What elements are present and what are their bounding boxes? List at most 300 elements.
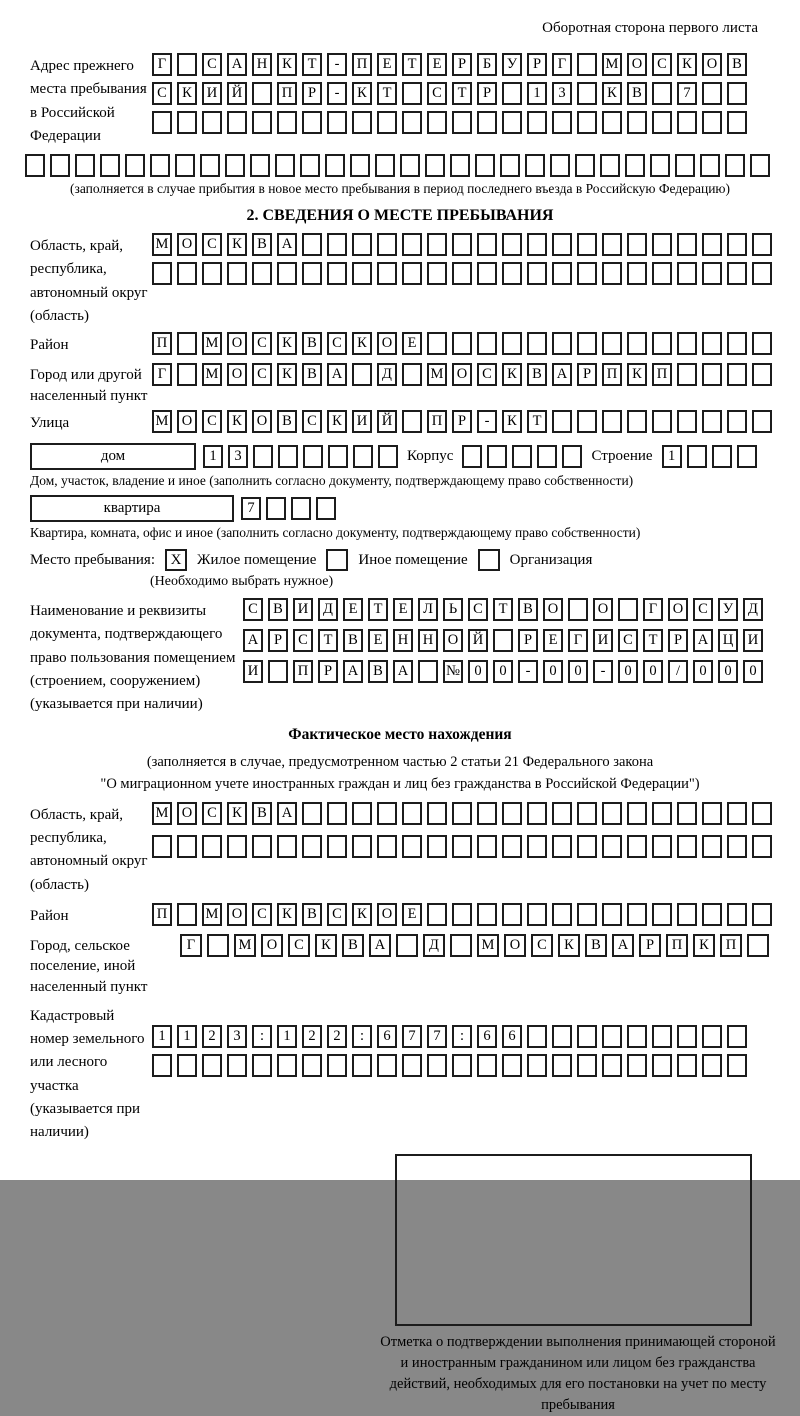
char-box[interactable] — [577, 53, 597, 76]
char-box[interactable] — [627, 903, 647, 926]
char-box[interactable] — [687, 445, 707, 468]
char-box[interactable]: Й — [468, 629, 488, 652]
char-box[interactable] — [452, 332, 472, 355]
char-box[interactable]: Д — [743, 598, 763, 621]
char-box[interactable] — [727, 262, 747, 285]
char-box[interactable]: С — [302, 410, 322, 433]
char-box[interactable]: В — [302, 903, 322, 926]
char-box[interactable] — [252, 82, 272, 105]
char-box[interactable]: У — [502, 53, 522, 76]
char-box[interactable]: М — [477, 934, 499, 957]
char-box[interactable]: С — [252, 332, 272, 355]
char-box[interactable] — [677, 1025, 697, 1048]
char-box[interactable] — [452, 835, 472, 858]
char-box[interactable] — [527, 332, 547, 355]
char-box[interactable] — [727, 82, 747, 105]
char-box[interactable]: 1 — [152, 1025, 172, 1048]
char-box[interactable]: Т — [527, 410, 547, 433]
char-box[interactable] — [727, 111, 747, 134]
char-box[interactable] — [652, 82, 672, 105]
char-box[interactable]: 3 — [552, 82, 572, 105]
char-box[interactable]: 0 — [493, 660, 513, 683]
char-box[interactable]: Н — [252, 53, 272, 76]
char-box[interactable]: Е — [377, 53, 397, 76]
char-box[interactable] — [727, 410, 747, 433]
char-box[interactable] — [725, 154, 745, 177]
char-box[interactable] — [747, 934, 769, 957]
char-box[interactable] — [727, 332, 747, 355]
char-box[interactable]: И — [593, 629, 613, 652]
char-box[interactable] — [627, 802, 647, 825]
char-box[interactable] — [627, 262, 647, 285]
char-box[interactable]: Г — [180, 934, 202, 957]
char-box[interactable] — [627, 233, 647, 256]
char-box[interactable] — [202, 835, 222, 858]
char-box[interactable]: С — [693, 598, 713, 621]
char-box[interactable]: О — [177, 410, 197, 433]
char-box[interactable] — [727, 233, 747, 256]
char-box[interactable]: - — [593, 660, 613, 683]
char-box[interactable] — [618, 598, 638, 621]
char-box[interactable]: К — [502, 410, 522, 433]
char-box[interactable] — [752, 332, 772, 355]
char-box[interactable] — [225, 154, 245, 177]
char-box[interactable]: - — [327, 82, 347, 105]
stay-type-checkbox-inoe[interactable] — [326, 549, 348, 571]
char-box[interactable]: А — [393, 660, 413, 683]
char-box[interactable] — [278, 445, 298, 468]
char-box[interactable] — [477, 262, 497, 285]
char-box[interactable] — [100, 154, 120, 177]
char-box[interactable]: С — [252, 903, 272, 926]
char-box[interactable]: О — [177, 233, 197, 256]
char-box[interactable] — [627, 332, 647, 355]
char-box[interactable]: П — [602, 363, 622, 386]
char-box[interactable] — [452, 1054, 472, 1077]
char-box[interactable] — [202, 262, 222, 285]
char-box[interactable] — [177, 1054, 197, 1077]
char-box[interactable] — [303, 445, 323, 468]
char-box[interactable] — [602, 835, 622, 858]
char-box[interactable]: 7 — [427, 1025, 447, 1048]
char-box[interactable] — [352, 1054, 372, 1077]
char-box[interactable]: Ь — [443, 598, 463, 621]
char-box[interactable] — [602, 1025, 622, 1048]
char-box[interactable] — [677, 410, 697, 433]
char-box[interactable] — [602, 1054, 622, 1077]
char-box[interactable]: М — [202, 332, 222, 355]
char-box[interactable] — [325, 154, 345, 177]
char-box[interactable]: Г — [568, 629, 588, 652]
char-box[interactable] — [552, 233, 572, 256]
char-box[interactable] — [627, 410, 647, 433]
char-box[interactable]: И — [352, 410, 372, 433]
char-box[interactable]: 0 — [543, 660, 563, 683]
char-box[interactable]: С — [243, 598, 263, 621]
char-box[interactable] — [427, 903, 447, 926]
char-box[interactable]: П — [666, 934, 688, 957]
char-box[interactable]: А — [327, 363, 347, 386]
char-box[interactable] — [577, 111, 597, 134]
char-box[interactable]: Е — [393, 598, 413, 621]
char-box[interactable] — [577, 233, 597, 256]
char-box[interactable]: К — [352, 332, 372, 355]
char-box[interactable]: Г — [152, 363, 172, 386]
char-box[interactable]: В — [342, 934, 364, 957]
char-box[interactable] — [477, 835, 497, 858]
char-box[interactable] — [502, 1054, 522, 1077]
char-box[interactable] — [152, 111, 172, 134]
char-box[interactable] — [702, 82, 722, 105]
char-box[interactable]: Д — [377, 363, 397, 386]
char-box[interactable] — [502, 332, 522, 355]
char-box[interactable]: С — [293, 629, 313, 652]
char-box[interactable] — [227, 262, 247, 285]
char-box[interactable] — [752, 363, 772, 386]
char-box[interactable] — [427, 835, 447, 858]
char-box[interactable] — [627, 111, 647, 134]
char-box[interactable]: А — [227, 53, 247, 76]
char-box[interactable]: Т — [302, 53, 322, 76]
char-box[interactable]: 1 — [277, 1025, 297, 1048]
char-box[interactable]: Е — [402, 332, 422, 355]
char-box[interactable] — [462, 445, 482, 468]
char-box[interactable]: С — [652, 53, 672, 76]
char-box[interactable]: М — [234, 934, 256, 957]
char-box[interactable] — [252, 111, 272, 134]
char-box[interactable]: Й — [227, 82, 247, 105]
char-box[interactable] — [402, 233, 422, 256]
char-box[interactable] — [427, 802, 447, 825]
char-box[interactable] — [625, 154, 645, 177]
char-box[interactable] — [177, 262, 197, 285]
char-box[interactable]: К — [558, 934, 580, 957]
char-box[interactable] — [252, 262, 272, 285]
char-box[interactable] — [477, 332, 497, 355]
char-box[interactable] — [652, 835, 672, 858]
char-box[interactable]: С — [618, 629, 638, 652]
char-box[interactable] — [527, 262, 547, 285]
char-box[interactable]: Р — [452, 53, 472, 76]
char-box[interactable] — [353, 445, 373, 468]
char-box[interactable] — [50, 154, 70, 177]
char-box[interactable]: 1 — [203, 445, 223, 468]
char-box[interactable] — [562, 445, 582, 468]
char-box[interactable]: Р — [639, 934, 661, 957]
char-box[interactable]: И — [243, 660, 263, 683]
char-box[interactable]: 0 — [468, 660, 488, 683]
char-box[interactable] — [266, 497, 286, 520]
char-box[interactable]: Д — [318, 598, 338, 621]
char-box[interactable] — [327, 262, 347, 285]
char-box[interactable] — [677, 233, 697, 256]
char-box[interactable] — [402, 82, 422, 105]
char-box[interactable]: 6 — [477, 1025, 497, 1048]
char-box[interactable] — [577, 903, 597, 926]
char-box[interactable] — [352, 262, 372, 285]
char-box[interactable]: П — [293, 660, 313, 683]
char-box[interactable] — [377, 835, 397, 858]
char-box[interactable] — [577, 332, 597, 355]
char-box[interactable]: / — [668, 660, 688, 683]
char-box[interactable] — [750, 154, 770, 177]
char-box[interactable] — [602, 262, 622, 285]
char-box[interactable]: С — [327, 903, 347, 926]
char-box[interactable] — [427, 332, 447, 355]
char-box[interactable] — [525, 154, 545, 177]
char-box[interactable]: К — [352, 82, 372, 105]
char-box[interactable] — [75, 154, 95, 177]
char-box[interactable] — [652, 111, 672, 134]
char-box[interactable]: К — [693, 934, 715, 957]
char-box[interactable] — [677, 332, 697, 355]
char-box[interactable] — [677, 835, 697, 858]
char-box[interactable] — [677, 111, 697, 134]
char-box[interactable] — [396, 934, 418, 957]
char-box[interactable]: Т — [377, 82, 397, 105]
char-box[interactable] — [302, 1054, 322, 1077]
char-box[interactable] — [702, 1054, 722, 1077]
char-box[interactable]: Е — [368, 629, 388, 652]
char-box[interactable]: О — [227, 903, 247, 926]
char-box[interactable]: В — [368, 660, 388, 683]
char-box[interactable]: М — [202, 363, 222, 386]
char-box[interactable] — [277, 262, 297, 285]
char-box[interactable] — [227, 835, 247, 858]
char-box[interactable] — [577, 1025, 597, 1048]
char-box[interactable]: О — [261, 934, 283, 957]
char-box[interactable]: П — [277, 82, 297, 105]
char-box[interactable]: П — [352, 53, 372, 76]
char-box[interactable]: С — [202, 410, 222, 433]
char-box[interactable] — [402, 410, 422, 433]
char-box[interactable]: 2 — [202, 1025, 222, 1048]
char-box[interactable]: Р — [577, 363, 597, 386]
char-box[interactable] — [350, 154, 370, 177]
char-box[interactable] — [352, 363, 372, 386]
char-box[interactable] — [727, 1054, 747, 1077]
char-box[interactable] — [352, 111, 372, 134]
char-box[interactable] — [268, 660, 288, 683]
char-box[interactable]: И — [743, 629, 763, 652]
char-box[interactable]: С — [468, 598, 488, 621]
char-box[interactable] — [527, 111, 547, 134]
char-box[interactable] — [302, 262, 322, 285]
char-box[interactable] — [375, 154, 395, 177]
char-box[interactable] — [177, 53, 197, 76]
char-box[interactable] — [253, 445, 273, 468]
char-box[interactable] — [302, 233, 322, 256]
char-box[interactable] — [550, 154, 570, 177]
char-box[interactable]: К — [177, 82, 197, 105]
char-box[interactable]: К — [227, 233, 247, 256]
char-box[interactable] — [152, 1054, 172, 1077]
char-box[interactable]: С — [202, 53, 222, 76]
char-box[interactable]: Т — [643, 629, 663, 652]
char-box[interactable] — [150, 154, 170, 177]
char-box[interactable]: И — [293, 598, 313, 621]
char-box[interactable]: А — [343, 660, 363, 683]
char-box[interactable]: 6 — [502, 1025, 522, 1048]
char-box[interactable] — [752, 410, 772, 433]
char-box[interactable] — [177, 903, 197, 926]
char-box[interactable] — [577, 82, 597, 105]
char-box[interactable] — [477, 802, 497, 825]
char-box[interactable]: В — [277, 410, 297, 433]
char-box[interactable]: - — [477, 410, 497, 433]
char-box[interactable] — [427, 233, 447, 256]
char-box[interactable] — [552, 111, 572, 134]
char-box[interactable]: К — [502, 363, 522, 386]
char-box[interactable]: К — [227, 410, 247, 433]
char-box[interactable] — [602, 802, 622, 825]
char-box[interactable] — [500, 154, 520, 177]
char-box[interactable]: 7 — [677, 82, 697, 105]
char-box[interactable] — [402, 1054, 422, 1077]
char-box[interactable] — [327, 233, 347, 256]
char-box[interactable]: Г — [152, 53, 172, 76]
char-box[interactable] — [537, 445, 557, 468]
char-box[interactable]: В — [343, 629, 363, 652]
char-box[interactable]: С — [152, 82, 172, 105]
char-box[interactable] — [200, 154, 220, 177]
char-box[interactable] — [352, 802, 372, 825]
char-box[interactable] — [752, 835, 772, 858]
char-box[interactable]: М — [152, 802, 172, 825]
char-box[interactable]: П — [152, 332, 172, 355]
char-box[interactable]: 7 — [241, 497, 261, 520]
char-box[interactable]: С — [252, 363, 272, 386]
char-box[interactable] — [400, 154, 420, 177]
char-box[interactable] — [452, 262, 472, 285]
char-box[interactable] — [552, 262, 572, 285]
char-box[interactable]: М — [602, 53, 622, 76]
char-box[interactable] — [277, 1054, 297, 1077]
char-box[interactable]: 2 — [302, 1025, 322, 1048]
char-box[interactable]: В — [727, 53, 747, 76]
char-box[interactable] — [477, 1054, 497, 1077]
char-box[interactable]: 0 — [618, 660, 638, 683]
char-box[interactable]: С — [327, 332, 347, 355]
char-box[interactable] — [702, 111, 722, 134]
char-box[interactable] — [527, 835, 547, 858]
char-box[interactable] — [568, 598, 588, 621]
char-box[interactable]: О — [452, 363, 472, 386]
char-box[interactable]: В — [518, 598, 538, 621]
char-box[interactable]: 3 — [227, 1025, 247, 1048]
char-box[interactable]: У — [718, 598, 738, 621]
char-box[interactable] — [477, 233, 497, 256]
char-box[interactable]: : — [452, 1025, 472, 1048]
char-box[interactable] — [552, 802, 572, 825]
char-box[interactable] — [527, 1054, 547, 1077]
char-box[interactable]: А — [693, 629, 713, 652]
char-box[interactable] — [427, 111, 447, 134]
char-box[interactable]: И — [202, 82, 222, 105]
char-box[interactable] — [207, 934, 229, 957]
char-box[interactable] — [377, 802, 397, 825]
char-box[interactable]: Р — [527, 53, 547, 76]
char-box[interactable]: Т — [452, 82, 472, 105]
char-box[interactable]: № — [443, 660, 463, 683]
char-box[interactable] — [302, 802, 322, 825]
char-box[interactable]: - — [327, 53, 347, 76]
char-box[interactable] — [475, 154, 495, 177]
char-box[interactable]: : — [252, 1025, 272, 1048]
char-box[interactable] — [427, 1054, 447, 1077]
char-box[interactable] — [627, 1054, 647, 1077]
char-box[interactable] — [402, 363, 422, 386]
char-box[interactable] — [727, 363, 747, 386]
char-box[interactable]: К — [277, 53, 297, 76]
char-box[interactable] — [700, 154, 720, 177]
char-box[interactable] — [502, 802, 522, 825]
char-box[interactable] — [752, 262, 772, 285]
char-box[interactable] — [227, 111, 247, 134]
char-box[interactable] — [477, 903, 497, 926]
char-box[interactable] — [727, 903, 747, 926]
char-box[interactable] — [125, 154, 145, 177]
char-box[interactable] — [377, 233, 397, 256]
char-box[interactable]: П — [720, 934, 742, 957]
char-box[interactable]: 2 — [327, 1025, 347, 1048]
char-box[interactable] — [25, 154, 45, 177]
char-box[interactable]: К — [627, 363, 647, 386]
char-box[interactable] — [378, 445, 398, 468]
char-box[interactable]: К — [227, 802, 247, 825]
char-box[interactable] — [527, 903, 547, 926]
char-box[interactable] — [650, 154, 670, 177]
char-box[interactable] — [302, 835, 322, 858]
char-box[interactable] — [450, 934, 472, 957]
char-box[interactable]: Е — [427, 53, 447, 76]
char-box[interactable] — [577, 802, 597, 825]
char-box[interactable]: Р — [318, 660, 338, 683]
char-box[interactable]: 0 — [568, 660, 588, 683]
char-box[interactable]: В — [252, 802, 272, 825]
char-box[interactable]: П — [427, 410, 447, 433]
char-box[interactable]: В — [252, 233, 272, 256]
char-box[interactable] — [487, 445, 507, 468]
char-box[interactable]: К — [277, 332, 297, 355]
char-box[interactable]: Л — [418, 598, 438, 621]
char-box[interactable]: С — [531, 934, 553, 957]
char-box[interactable]: К — [277, 363, 297, 386]
stay-type-checkbox-organizaciya[interactable] — [478, 549, 500, 571]
char-box[interactable]: М — [427, 363, 447, 386]
char-box[interactable]: М — [152, 410, 172, 433]
char-box[interactable]: П — [152, 903, 172, 926]
char-box[interactable] — [602, 233, 622, 256]
char-box[interactable]: О — [443, 629, 463, 652]
char-box[interactable]: Н — [418, 629, 438, 652]
char-box[interactable] — [452, 233, 472, 256]
char-box[interactable] — [152, 262, 172, 285]
char-box[interactable] — [277, 111, 297, 134]
char-box[interactable] — [677, 903, 697, 926]
char-box[interactable] — [402, 111, 422, 134]
char-box[interactable]: Р — [668, 629, 688, 652]
char-box[interactable]: О — [668, 598, 688, 621]
char-box[interactable] — [177, 332, 197, 355]
char-box[interactable] — [450, 154, 470, 177]
char-box[interactable] — [452, 903, 472, 926]
char-box[interactable] — [702, 262, 722, 285]
char-box[interactable]: М — [152, 233, 172, 256]
char-box[interactable] — [675, 154, 695, 177]
char-box[interactable]: Й — [377, 410, 397, 433]
char-box[interactable]: С — [202, 802, 222, 825]
